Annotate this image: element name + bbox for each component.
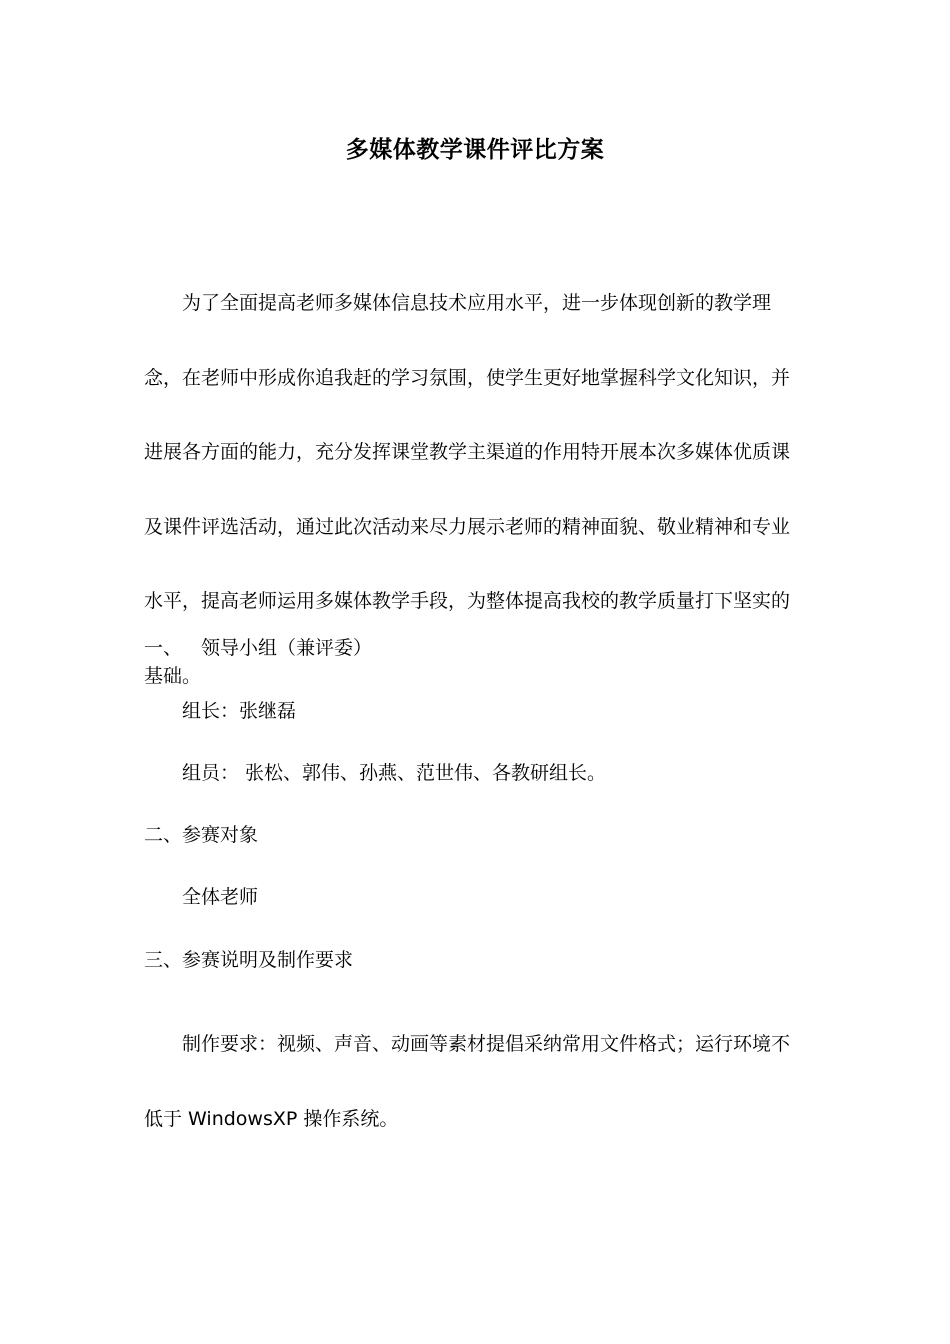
group-members: 组员： 张松、郭伟、孙燕、范世伟、各教研组长。 xyxy=(182,762,607,784)
section-3-heading: 三、参赛说明及制作要求 xyxy=(144,949,354,971)
section-3-content: 制作要求：视频、声音、动画等素材提倡采纳常用文件格式；运行环境不低于 WindowsXP 操作系统。 xyxy=(144,1033,791,1130)
section-2-heading: 二、参赛对象 xyxy=(144,824,259,846)
section-1-title: 领导小组（兼评委） xyxy=(201,637,373,659)
group-leader: 组长：张继磊 xyxy=(182,700,297,722)
section-2-content: 全体老师 xyxy=(182,886,259,908)
section-1-heading xyxy=(144,634,372,662)
section-1-number: 一、 xyxy=(144,637,183,659)
intro-paragraph: 为了全面提高老师多媒体信息技术应用水平，进一步体现创新的教学理念，在老师中形成你追我赶的学习氛围，使学生更好地掌握科学文化知识，并进展各方面的能力，充分发挥课堂教学主渠道的作用特开展本次多媒体优质课及课件评选活动，通过此次活动来尽力展示老师的精神面貌、敬业精神和专业水平，提高老师运用多媒体教学手段，为整体提高我校的教学质量打下坚实的基础。 xyxy=(144,292,791,687)
document-title: 多媒体教学课件评比方案 xyxy=(345,137,605,163)
